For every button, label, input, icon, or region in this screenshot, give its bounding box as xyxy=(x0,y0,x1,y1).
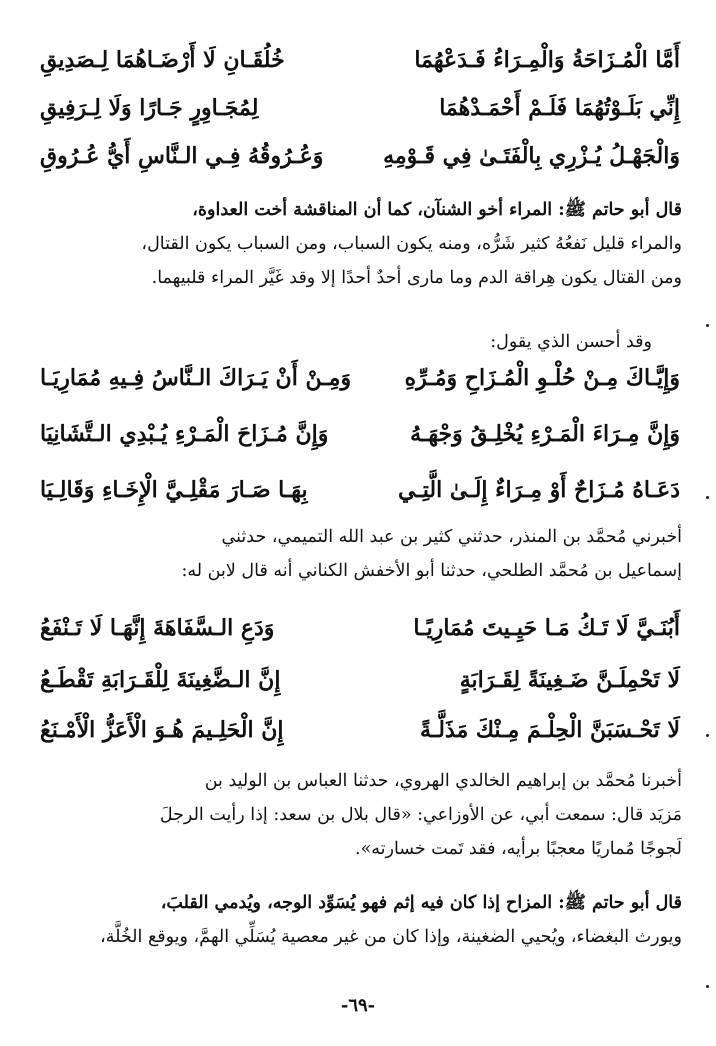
scan-speck xyxy=(706,496,709,499)
poem-verse xyxy=(40,660,680,700)
poem-verse xyxy=(40,358,680,398)
scan-speck xyxy=(706,734,709,737)
scan-speck xyxy=(706,324,709,327)
poem-verse xyxy=(40,136,680,176)
verse-second-hemistich: خُلُقَـانِ لَا أَرْضَـاهُمَا لِـصَدِيقِ xyxy=(40,47,285,73)
verse-second-hemistich: وَدَعِ الـسَّفَاهَةَ إِنَّهَـا لَا تَـنْفَعُ xyxy=(40,615,275,641)
paragraph xyxy=(38,886,682,954)
verse-first-hemistich: لَا تَحْمِلَـنَّ ضَـغِينَةً لِقَـرَابَةٍ xyxy=(459,667,680,693)
paragraph xyxy=(38,764,682,866)
paragraph-line: إسماعيل بن مُحمَّد الطلحي، حدثنا أبو الأخفش الكناني أنه قال لابن له: xyxy=(181,561,682,581)
verse-first-hemistich: وَالْجَهْـلُ يُـزْرِي بِالْفَتَـىٰ فِي قَـوْمِهِ xyxy=(383,143,680,169)
paragraph-line: ومن القتال يكون هِراقة الدم وما مارى أحدٌ أحدًا إلا وقد غَيَّر المراء قلبيهما. xyxy=(151,268,682,288)
verse-first-hemistich: أَمَّا الْمُـزَاحَةُ وَالْمِـرَاءُ فَـدَعْهُمَا xyxy=(414,47,680,73)
paragraph-line: مَزيَد قال: سمعت أبي، عن الأوزاعي: «قال بلال بن سعد: إذا رأيت الرجلَ xyxy=(159,805,682,825)
poem-verse xyxy=(40,414,680,454)
paragraph-line: قال أبو حاتم ﷺ: المراء أخو الشنآن، كما أن المناقشة أخت العداوة، xyxy=(192,200,682,220)
poem-verse xyxy=(40,40,680,80)
poem-verse xyxy=(40,88,680,128)
paragraph-line: والمراء قليل نَفعُهُ كثير شَرُّه، ومنه يكون السباب، ومن السباب يكون القتال، xyxy=(141,234,682,254)
verse-second-hemistich: وَإِنَّ مُـزَاحَ الْمَـرْءِ يُـبْدِي الـتَّشَانِيَا xyxy=(40,421,329,447)
verse-first-hemistich: أَبُنَـيَّ لَا تَـكُ مَـا حَيِـيتَ مُمَارِيًـا xyxy=(413,615,680,641)
verse-second-hemistich: إِنَّ الْحَلِـيمَ هُـوَ الْأَعَزُّ الْأَمْـنَعُ xyxy=(40,717,284,743)
verse-second-hemistich: وَعُـرُوقُهُ فِـي الـنَّاسِ أَيُّ عُـرُوقِ xyxy=(40,143,324,169)
poem-verse xyxy=(40,608,680,648)
paragraph xyxy=(38,193,682,295)
verse-second-hemistich: إِنَّ الـضَّغِينَةَ لِلْقَـرَابَةِ تَقْطَـعُ xyxy=(40,667,281,693)
poem-verse xyxy=(40,710,680,750)
verse-second-hemistich: وَمِـنْ أَنْ يَـرَاكَ الـنَّاسُ فِـيهِ مُمَارِيَـا xyxy=(40,365,352,391)
verse-first-hemistich: دَعَـاهُ مُـزَاحٌ أَوْ مِـرَاءٌ إِلَـىٰ الَّتِـي xyxy=(398,477,680,503)
verse-second-hemistich: لِمُجَـاوِرٍ جَـارًا وَلَا لِـرَفِيقِ xyxy=(40,95,259,121)
paragraph-line: ويورث البغضاء، ويُحيي الضغينة، وإذا كان من غير معصية يُسَلِّي الهمَّ، ويوقع الخُلَّة، xyxy=(100,927,682,947)
verse-first-hemistich: وَإِنَّ مِـرَاءَ الْمَـرْءِ يُخْلِـقُ وَجْهَـهُ xyxy=(410,421,680,447)
paragraph-line: أخبرني مُحمَّد بن المنذر، حدثني كثير بن عبد الله التميمي، حدثني xyxy=(221,527,682,547)
verse-first-hemistich: لَا تَحْـسَبَنَّ الْحِلْـمَ مِـنْكَ مَذَلَّـةً xyxy=(419,717,680,743)
paragraph xyxy=(38,520,682,588)
paragraph-line: أخبرنا مُحمَّد بن إبراهيم الخالدي الهروي، حدثنا العباس بن الوليد بن xyxy=(204,771,682,791)
paragraph-line: لَجوجًا مُماريًا معجبًا برأيه، فقد تَمت خسارته». xyxy=(355,839,682,859)
poem-intro xyxy=(38,325,652,359)
page-number: -٦٩- xyxy=(340,995,376,1016)
poem-verse xyxy=(40,470,680,510)
scan-speck xyxy=(706,985,709,988)
verse-first-hemistich: إِنِّي بَلَـوْتُهُمَا فَلَـمْ أَحْمَـدْهُمَا xyxy=(439,95,680,121)
intro-line: وقد أحسن الذي يقول: xyxy=(490,332,652,352)
paragraph-line: قال أبو حاتم ﷺ: المزاح إذا كان فيه إثم فهو يُسَوِّد الوجه، ويُدمي القلبَ، xyxy=(160,893,682,913)
verse-first-hemistich: وَإِيَّـاكَ مِـنْ حُلْـوِ الْمُـزَاحِ وَمُـرِّهِ xyxy=(404,365,680,391)
verse-second-hemistich: بِهَـا صَـارَ مَقْلِـيَّ الْإِخَـاءِ وَقَالِـيَا xyxy=(40,477,308,503)
